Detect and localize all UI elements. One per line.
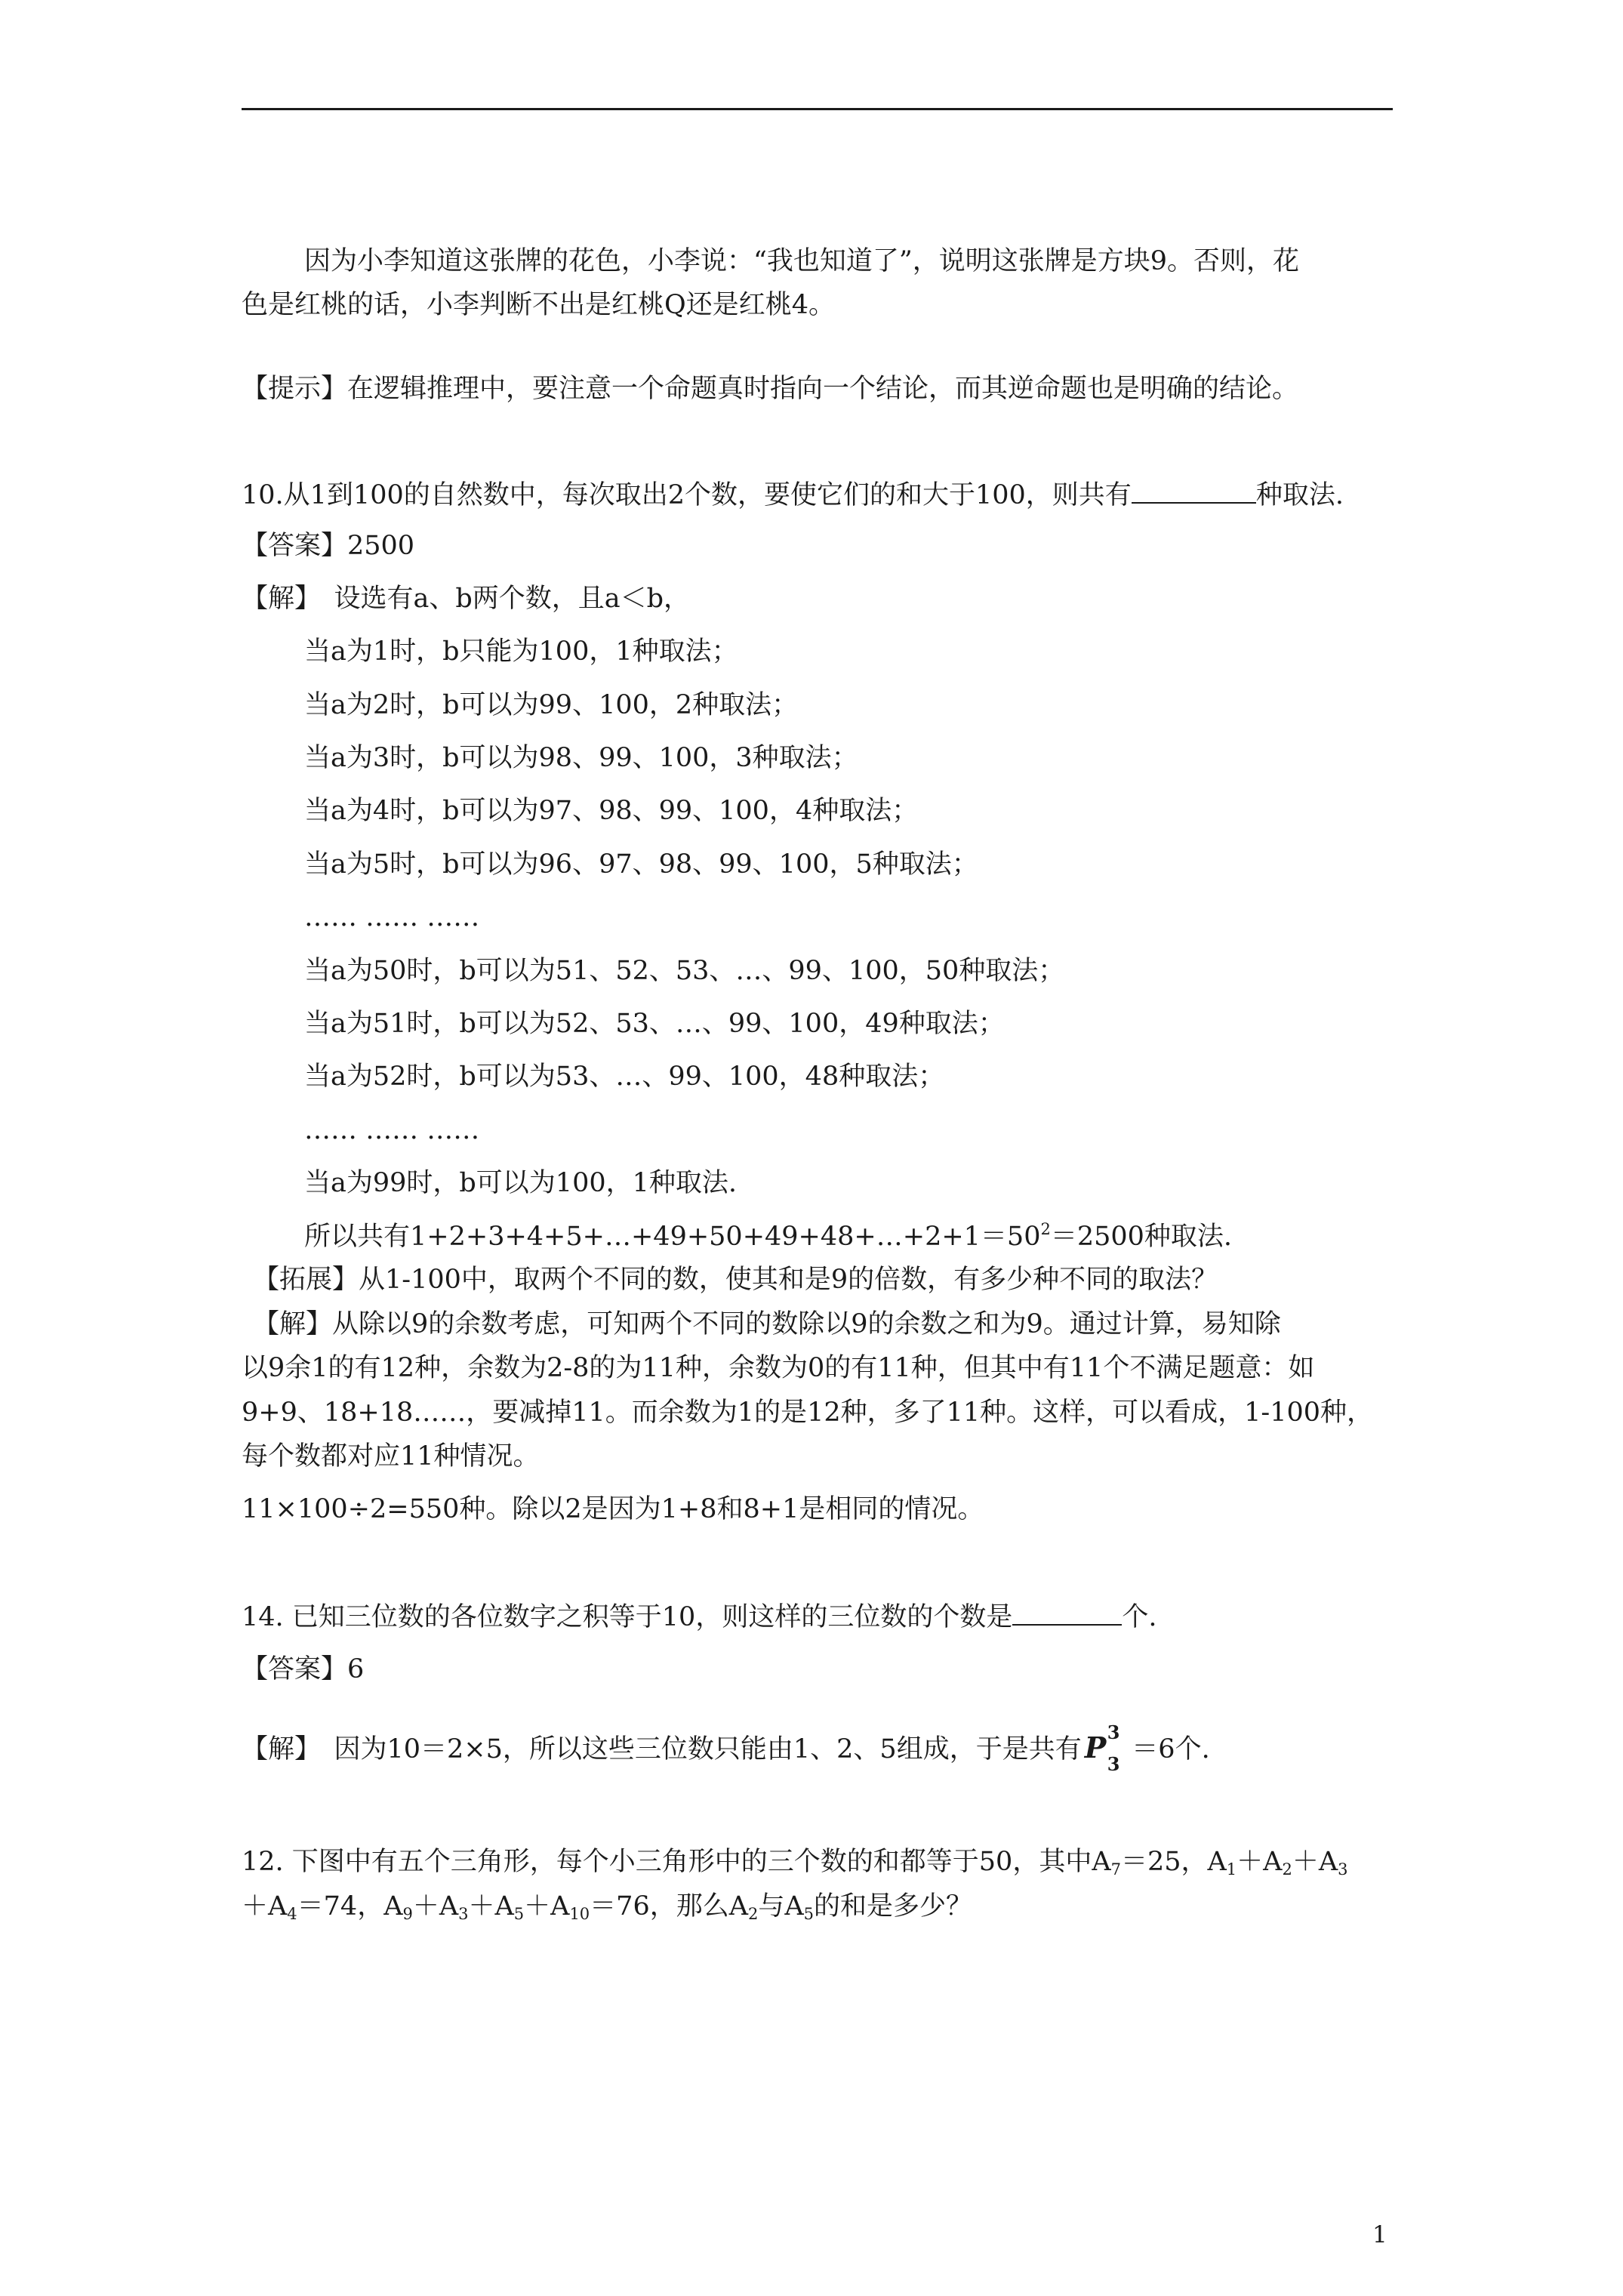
question-14 (242, 1600, 1156, 1635)
solution-line: 当a为52时，b可以为53、…、99、100，48种取法； (304, 1062, 945, 1092)
question-text: 个. (1122, 1602, 1157, 1632)
solution-line: 当a为2时，b可以为99、100，2种取法； (304, 690, 799, 720)
sum-text: ＝2500种取法. (1050, 1222, 1233, 1252)
extension-solution-line: 【解】从除以9的余数考虑，可知两个不同的数除以9的余数之和为9。通过计算，易知除 (253, 1309, 1281, 1339)
solution-line: 当a为4时，b可以为97、98、99、100，4种取法； (304, 796, 919, 826)
subscript: 9 (402, 1905, 413, 1923)
solution-text: 【解】 因为10＝2×5，所以这些三位数只能由1、2、5组成，于是共有 (242, 1734, 1082, 1764)
solution-line: 当a为51时，b可以为52、53、…、99、100，49种取法； (304, 1009, 1005, 1039)
question-12-line2 (242, 1889, 972, 1924)
subscript: 5 (803, 1905, 815, 1923)
extension-solution-line: 每个数都对应11种情况。 (242, 1441, 540, 1472)
subscript: 2 (747, 1905, 759, 1923)
extension-solution-line: 9+9、18+18……，要减掉11。而余数为1的是12种，多了11种。这样，可以看成，1-100种， (242, 1398, 1374, 1428)
subscript: 4 (287, 1905, 297, 1923)
paragraph-line: 色是红桃的话，小李判断不出是红桃Q还是红桃4。 (242, 290, 835, 320)
answer-10: 【答案】2500 (242, 531, 415, 561)
q12-text: ＝76，那么A (590, 1891, 748, 1922)
sum-text: 所以共有1+2+3+4+5+…+49+50+49+48+…+2+1＝50 (304, 1222, 1041, 1252)
extension-solution-line: 以9余1的有12种，余数为2-8的为11种，余数为0的有11种，但其中有11个不满足题意：如 (242, 1353, 1315, 1383)
subscript: 1 (1226, 1860, 1237, 1878)
q12-text: ＋A (1236, 1847, 1283, 1877)
hint-line: 【提示】在逻辑推理中，要注意一个命题真时指向一个结论，而其逆命题也是明确的结论。 (242, 374, 1299, 404)
question-text: 14. 已知三位数的各位数字之积等于10，则这样的三位数的个数是 (242, 1602, 1013, 1632)
ellipsis-line: …… …… …… (304, 1115, 480, 1145)
question-text: 种取法. (1255, 480, 1344, 510)
subscript: 2 (1282, 1860, 1292, 1878)
q12-text: 与A (758, 1891, 804, 1922)
permutation-symbol (1084, 1721, 1120, 1775)
q12-text: ＋A (1292, 1847, 1338, 1877)
solution-line: 当a为3时，b可以为98、99、100，3种取法； (304, 743, 858, 773)
perm-subscript: 3 (1107, 1753, 1120, 1775)
q12-text: 的和是多少？ (814, 1891, 973, 1922)
solution-14 (242, 1721, 1210, 1775)
exponent: 2 (1040, 1220, 1051, 1238)
q12-text: ＋A (242, 1891, 288, 1922)
question-10 (242, 478, 1344, 513)
subscript: 5 (513, 1905, 525, 1923)
ellipsis-line: …… …… …… (304, 902, 480, 932)
question-12-line1 (242, 1845, 1347, 1879)
solution-line: 当a为99时，b可以为100，1种取法. (304, 1168, 738, 1198)
q12-text: 12. 下图中有五个三角形，每个小三角形中的三个数的和都等于50，其中A (242, 1847, 1111, 1877)
question-text: 10.从1到100的自然数中，每次取出2个数，要使它们的和大于100，则共有 (242, 480, 1132, 510)
paragraph-line: 因为小李知道这张牌的花色，小李说：“我也知道了”，说明这张牌是方块9。否则，花 (304, 246, 1300, 276)
q12-text: ＝74，A (297, 1891, 403, 1922)
subscript: 3 (458, 1905, 469, 1923)
page-number: 1 (1372, 2221, 1387, 2248)
solution-line: 【解】 设选有a、b两个数，且a＜b， (242, 584, 691, 614)
solution-line: 当a为5时，b可以为96、97、98、99、100，5种取法； (304, 849, 978, 880)
sum-line (304, 1219, 1232, 1254)
answer-14: 【答案】6 (242, 1654, 365, 1684)
perm-superscript: 3 (1107, 1721, 1120, 1743)
q12-text: ＝25，A (1120, 1847, 1227, 1877)
perm-letter: P (1084, 1730, 1107, 1764)
subscript: 3 (1338, 1860, 1348, 1878)
solution-text: ＝6个. (1132, 1734, 1210, 1764)
answer-blank (1132, 479, 1256, 504)
q12-text: ＋A (524, 1891, 570, 1922)
subscript: 10 (569, 1905, 590, 1923)
extension-solution-line: 11×100÷2=550种。除以2是因为1+8和8+1是相同的情况。 (242, 1494, 984, 1524)
extension-question: 【拓展】从1-100中，取两个不同的数，使其和是9的倍数，有多少种不同的取法？ (253, 1265, 1218, 1295)
solution-line: 当a为50时，b可以为51、52、53、…、99、100，50种取法； (304, 956, 1065, 986)
header-rule (242, 108, 1393, 110)
answer-blank (1012, 1601, 1122, 1626)
solution-line: 当a为1时，b只能为100，1种取法； (304, 636, 738, 667)
q12-text: ＋A (412, 1891, 459, 1922)
subscript: 7 (1110, 1860, 1121, 1878)
q12-text: ＋A (468, 1891, 514, 1922)
